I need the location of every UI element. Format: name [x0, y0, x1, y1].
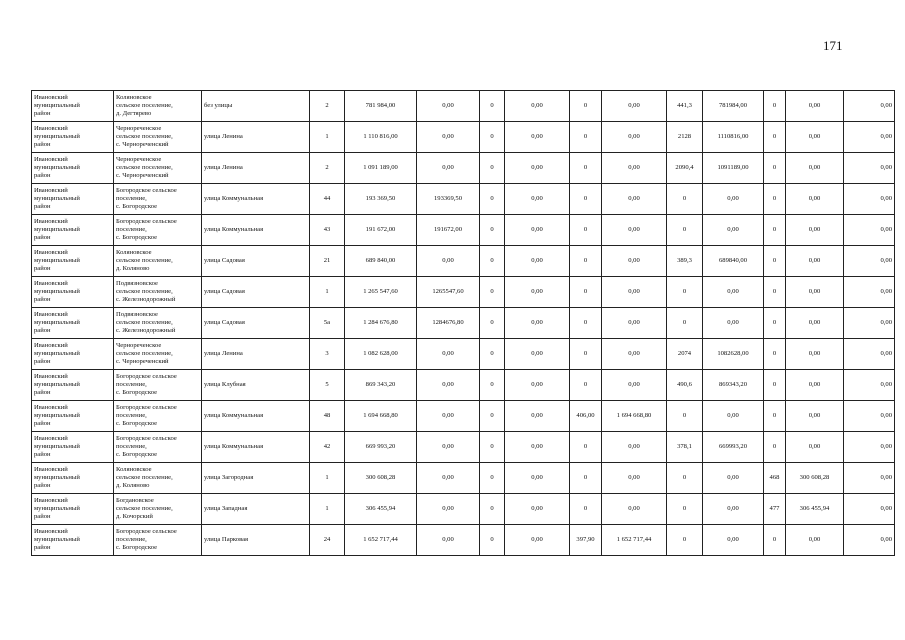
amount-cell: 1284676,80	[417, 308, 480, 339]
amount-cell: 0,00	[844, 432, 895, 463]
amount-cell: 0,00	[844, 525, 895, 556]
house-number-cell: 1	[310, 494, 345, 525]
area-cell: 0	[667, 215, 703, 246]
amount-cell: 0,00	[786, 277, 844, 308]
table-row	[32, 432, 895, 463]
area-cell: 406,00	[570, 401, 602, 432]
amount-cell: 0,00	[505, 215, 570, 246]
table-row	[32, 525, 895, 556]
amount-cell: 0,00	[703, 463, 764, 494]
amount-cell: 0,00	[417, 122, 480, 153]
district-cell: Ивановский муниципальный район	[32, 184, 114, 215]
amount-cell: 0,00	[844, 184, 895, 215]
area-cell: 0	[667, 184, 703, 215]
table-row	[32, 184, 895, 215]
amount-cell: 306 455,94	[786, 494, 844, 525]
area-cell: 0	[570, 308, 602, 339]
settlement-cell: Коляновское сельское поселение, д. Коляново	[114, 246, 202, 277]
amount-cell: 0,00	[786, 308, 844, 339]
area-cell: 0	[480, 246, 505, 277]
street-cell: улица Садовая	[202, 308, 310, 339]
amount-cell: 781984,00	[703, 91, 764, 122]
amount-cell: 0,00	[417, 339, 480, 370]
area-cell: 0	[764, 184, 786, 215]
amount-cell: 1091189,00	[703, 153, 764, 184]
amount-cell: 0,00	[844, 122, 895, 153]
street-cell: улица Садовая	[202, 246, 310, 277]
total-cost-cell: 1 265 547,60	[345, 277, 417, 308]
amount-cell: 0,00	[844, 91, 895, 122]
amount-cell: 0,00	[844, 339, 895, 370]
area-cell: 0	[764, 153, 786, 184]
total-cost-cell: 1 091 189,00	[345, 153, 417, 184]
area-cell: 490,6	[667, 370, 703, 401]
area-cell: 0	[667, 308, 703, 339]
amount-cell: 0,00	[417, 153, 480, 184]
total-cost-cell: 306 455,94	[345, 494, 417, 525]
district-cell: Ивановский муниципальный район	[32, 494, 114, 525]
house-number-cell: 43	[310, 215, 345, 246]
total-cost-cell: 191 672,00	[345, 215, 417, 246]
house-number-cell: 5а	[310, 308, 345, 339]
district-cell: Ивановский муниципальный район	[32, 215, 114, 246]
amount-cell: 0,00	[844, 246, 895, 277]
amount-cell: 0,00	[786, 525, 844, 556]
settlement-cell: Коляновское сельское поселение, д. Дегтярево	[114, 91, 202, 122]
amount-cell: 0,00	[505, 184, 570, 215]
district-cell: Ивановский муниципальный район	[32, 339, 114, 370]
amount-cell: 0,00	[602, 308, 667, 339]
district-cell: Ивановский муниципальный район	[32, 91, 114, 122]
area-cell: 0	[764, 122, 786, 153]
district-cell: Ивановский муниципальный район	[32, 277, 114, 308]
street-cell: улица Западная	[202, 494, 310, 525]
street-cell: улица Загородная	[202, 463, 310, 494]
settlement-cell: Подвязновское сельское поселение, с. Железнодорожный	[114, 308, 202, 339]
area-cell: 0	[480, 339, 505, 370]
amount-cell: 0,00	[786, 246, 844, 277]
amount-cell: 1 694 668,80	[602, 401, 667, 432]
area-cell: 0	[764, 339, 786, 370]
area-cell: 0	[570, 494, 602, 525]
district-cell: Ивановский муниципальный район	[32, 525, 114, 556]
area-cell: 0	[667, 277, 703, 308]
house-number-cell: 2	[310, 91, 345, 122]
area-cell: 0	[764, 308, 786, 339]
amount-cell: 0,00	[786, 432, 844, 463]
area-cell: 0	[764, 525, 786, 556]
area-cell: 0	[764, 401, 786, 432]
table-row	[32, 339, 895, 370]
area-cell: 0	[667, 463, 703, 494]
table-row	[32, 246, 895, 277]
table-row	[32, 122, 895, 153]
settlement-cell: Чернореченское сельское поселение, с. Чернореченский	[114, 122, 202, 153]
area-cell: 0	[667, 525, 703, 556]
district-cell: Ивановский муниципальный район	[32, 308, 114, 339]
total-cost-cell: 1 284 676,80	[345, 308, 417, 339]
amount-cell: 0,00	[602, 153, 667, 184]
settlement-cell: Богородское сельское поселение, с. Богородское	[114, 401, 202, 432]
settlement-cell: Чернореченское сельское поселение, с. Чернореченский	[114, 339, 202, 370]
area-cell: 0	[764, 215, 786, 246]
house-number-cell: 3	[310, 339, 345, 370]
area-cell: 0	[480, 122, 505, 153]
amount-cell: 0,00	[786, 91, 844, 122]
street-cell: улица Коммунальная	[202, 215, 310, 246]
area-cell: 441,3	[667, 91, 703, 122]
settlement-cell: Богородское сельское поселение, с. Богородское	[114, 370, 202, 401]
amount-cell: 0,00	[602, 246, 667, 277]
area-cell: 0	[570, 463, 602, 494]
amount-cell: 0,00	[602, 215, 667, 246]
amount-cell: 0,00	[786, 184, 844, 215]
settlement-cell: Богородское сельское поселение, с. Богородское	[114, 184, 202, 215]
table-row	[32, 91, 895, 122]
total-cost-cell: 1 652 717,44	[345, 525, 417, 556]
total-cost-cell: 669 993,20	[345, 432, 417, 463]
total-cost-cell: 869 343,20	[345, 370, 417, 401]
settlement-cell: Коляновское сельское поселение, д. Коляново	[114, 463, 202, 494]
house-number-cell: 2	[310, 153, 345, 184]
area-cell: 0	[480, 463, 505, 494]
amount-cell: 0,00	[505, 401, 570, 432]
amount-cell: 0,00	[602, 463, 667, 494]
settlement-cell: Богородское сельское поселение, с. Богородское	[114, 215, 202, 246]
area-cell: 0	[570, 215, 602, 246]
street-cell: улица Клубная	[202, 370, 310, 401]
total-cost-cell: 300 608,28	[345, 463, 417, 494]
table-row	[32, 153, 895, 184]
street-cell: улица Ленина	[202, 153, 310, 184]
amount-cell: 669993,20	[703, 432, 764, 463]
amount-cell: 0,00	[417, 370, 480, 401]
amount-cell: 0,00	[505, 432, 570, 463]
amount-cell: 0,00	[417, 91, 480, 122]
street-cell: улица Парковая	[202, 525, 310, 556]
amount-cell: 0,00	[505, 308, 570, 339]
area-cell: 0	[480, 401, 505, 432]
house-number-cell: 1	[310, 463, 345, 494]
area-cell: 0	[480, 432, 505, 463]
amount-cell: 191672,00	[417, 215, 480, 246]
area-cell: 468	[764, 463, 786, 494]
total-cost-cell: 689 840,00	[345, 246, 417, 277]
amount-cell: 0,00	[703, 184, 764, 215]
area-cell: 0	[570, 153, 602, 184]
amount-cell: 0,00	[417, 463, 480, 494]
house-number-cell: 1	[310, 122, 345, 153]
house-number-cell: 48	[310, 401, 345, 432]
amount-cell: 0,00	[505, 370, 570, 401]
area-cell: 0	[764, 370, 786, 401]
area-cell: 0	[667, 494, 703, 525]
area-cell: 0	[480, 91, 505, 122]
district-cell: Ивановский муниципальный район	[32, 153, 114, 184]
table-row	[32, 308, 895, 339]
total-cost-cell: 1 694 668,80	[345, 401, 417, 432]
table-row	[32, 370, 895, 401]
district-cell: Ивановский муниципальный район	[32, 432, 114, 463]
street-cell: улица Ленина	[202, 122, 310, 153]
area-cell: 0	[570, 184, 602, 215]
amount-cell: 1110816,00	[703, 122, 764, 153]
area-cell: 0	[480, 184, 505, 215]
amount-cell: 1 652 717,44	[602, 525, 667, 556]
district-cell: Ивановский муниципальный район	[32, 401, 114, 432]
street-cell: улица Садовая	[202, 277, 310, 308]
amount-cell: 0,00	[602, 277, 667, 308]
area-cell: 0	[480, 525, 505, 556]
amount-cell: 0,00	[786, 215, 844, 246]
area-cell: 0	[570, 122, 602, 153]
amount-cell: 0,00	[505, 153, 570, 184]
area-cell: 0	[480, 494, 505, 525]
area-cell: 0	[764, 91, 786, 122]
amount-cell: 0,00	[602, 184, 667, 215]
amount-cell: 869343,20	[703, 370, 764, 401]
house-number-cell: 21	[310, 246, 345, 277]
amount-cell: 0,00	[844, 153, 895, 184]
amount-cell: 0,00	[602, 339, 667, 370]
amount-cell: 0,00	[786, 401, 844, 432]
settlement-cell: Богдановское сельское поселение, д. Кочорский	[114, 494, 202, 525]
amount-cell: 1082628,00	[703, 339, 764, 370]
register-table	[31, 90, 895, 556]
area-cell: 0	[570, 370, 602, 401]
area-cell: 0	[764, 277, 786, 308]
amount-cell: 689840,00	[703, 246, 764, 277]
amount-cell: 0,00	[417, 401, 480, 432]
amount-cell: 0,00	[602, 122, 667, 153]
amount-cell: 0,00	[844, 463, 895, 494]
table-row	[32, 277, 895, 308]
area-cell: 0	[480, 153, 505, 184]
page-number: 171	[823, 38, 843, 53]
amount-cell: 0,00	[505, 525, 570, 556]
district-cell: Ивановский муниципальный район	[32, 370, 114, 401]
amount-cell: 0,00	[505, 246, 570, 277]
amount-cell: 0,00	[844, 401, 895, 432]
amount-cell: 0,00	[786, 153, 844, 184]
house-number-cell: 44	[310, 184, 345, 215]
area-cell: 0	[764, 432, 786, 463]
table-row	[32, 215, 895, 246]
table-row	[32, 463, 895, 494]
amount-cell: 0,00	[703, 308, 764, 339]
house-number-cell: 24	[310, 525, 345, 556]
amount-cell: 0,00	[786, 122, 844, 153]
amount-cell: 0,00	[844, 277, 895, 308]
area-cell: 477	[764, 494, 786, 525]
area-cell: 389,3	[667, 246, 703, 277]
table-row	[32, 494, 895, 525]
area-cell: 0	[764, 246, 786, 277]
house-number-cell: 5	[310, 370, 345, 401]
total-cost-cell: 193 369,50	[345, 184, 417, 215]
amount-cell: 0,00	[417, 494, 480, 525]
amount-cell: 0,00	[417, 525, 480, 556]
area-cell: 2128	[667, 122, 703, 153]
area-cell: 2074	[667, 339, 703, 370]
settlement-cell: Богородское сельское поселение, с. Богородское	[114, 525, 202, 556]
amount-cell: 0,00	[602, 432, 667, 463]
settlement-cell: Подвязновское сельское поселение, с. Железнодорожный	[114, 277, 202, 308]
amount-cell: 0,00	[602, 370, 667, 401]
amount-cell: 0,00	[505, 463, 570, 494]
area-cell: 0	[480, 308, 505, 339]
area-cell: 397,90	[570, 525, 602, 556]
total-cost-cell: 1 110 816,00	[345, 122, 417, 153]
amount-cell: 0,00	[505, 339, 570, 370]
amount-cell: 0,00	[602, 494, 667, 525]
area-cell: 0	[570, 277, 602, 308]
area-cell: 0	[667, 401, 703, 432]
house-number-cell: 1	[310, 277, 345, 308]
area-cell: 0	[570, 432, 602, 463]
amount-cell: 0,00	[786, 339, 844, 370]
amount-cell: 0,00	[505, 494, 570, 525]
amount-cell: 0,00	[505, 277, 570, 308]
amount-cell: 0,00	[505, 122, 570, 153]
district-cell: Ивановский муниципальный район	[32, 122, 114, 153]
street-cell: улица Коммунальная	[202, 432, 310, 463]
amount-cell: 0,00	[844, 494, 895, 525]
amount-cell: 1265547,60	[417, 277, 480, 308]
street-cell: без улицы	[202, 91, 310, 122]
street-cell: улица Ленина	[202, 339, 310, 370]
house-number-cell: 42	[310, 432, 345, 463]
amount-cell: 0,00	[703, 401, 764, 432]
amount-cell: 0,00	[703, 494, 764, 525]
amount-cell: 0,00	[844, 215, 895, 246]
settlement-cell: Богородское сельское поселение, с. Богородское	[114, 432, 202, 463]
amount-cell: 0,00	[505, 91, 570, 122]
table-row	[32, 401, 895, 432]
district-cell: Ивановский муниципальный район	[32, 246, 114, 277]
area-cell: 0	[480, 277, 505, 308]
amount-cell: 0,00	[786, 370, 844, 401]
amount-cell: 0,00	[844, 308, 895, 339]
settlement-cell: Чернореченское сельское поселение, с. Чернореченский	[114, 153, 202, 184]
amount-cell: 0,00	[417, 246, 480, 277]
district-cell: Ивановский муниципальный район	[32, 463, 114, 494]
amount-cell: 193369,50	[417, 184, 480, 215]
street-cell: улица Коммунальная	[202, 401, 310, 432]
total-cost-cell: 781 984,00	[345, 91, 417, 122]
amount-cell: 0,00	[844, 370, 895, 401]
amount-cell: 0,00	[602, 91, 667, 122]
total-cost-cell: 1 082 628,00	[345, 339, 417, 370]
area-cell: 0	[570, 91, 602, 122]
amount-cell: 300 608,28	[786, 463, 844, 494]
amount-cell: 0,00	[703, 215, 764, 246]
street-cell: улица Коммунальная	[202, 184, 310, 215]
area-cell: 0	[570, 339, 602, 370]
area-cell: 0	[480, 370, 505, 401]
area-cell: 378,1	[667, 432, 703, 463]
amount-cell: 0,00	[703, 277, 764, 308]
amount-cell: 0,00	[417, 432, 480, 463]
amount-cell: 0,00	[703, 525, 764, 556]
table-body	[32, 91, 895, 556]
area-cell: 2090,4	[667, 153, 703, 184]
area-cell: 0	[480, 215, 505, 246]
area-cell: 0	[570, 246, 602, 277]
